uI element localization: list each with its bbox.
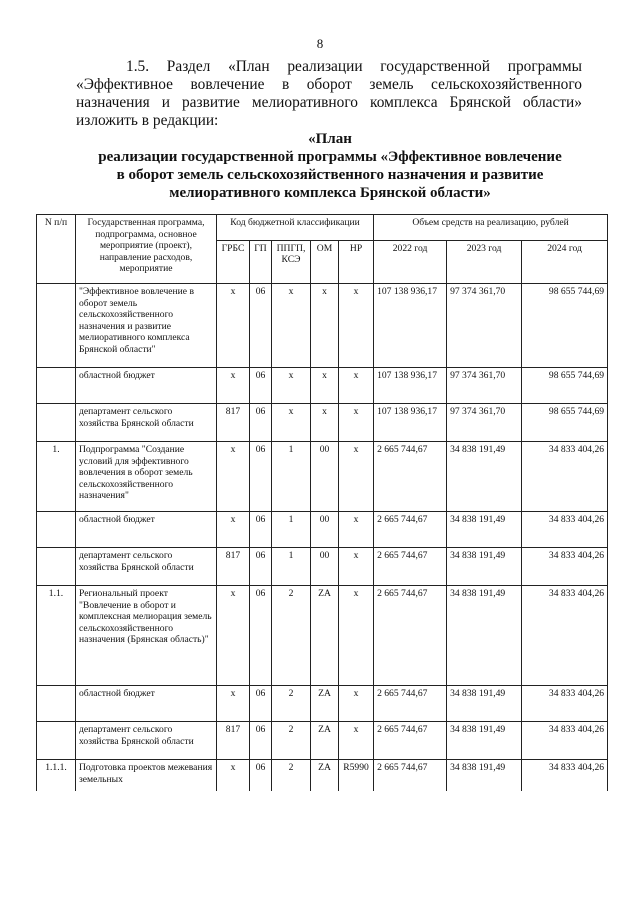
row-grbs: x xyxy=(217,368,250,404)
row-gp: 06 xyxy=(250,586,272,686)
row-2022: 2 665 744,67 xyxy=(374,512,447,548)
row-2024: 34 833 404,26 xyxy=(522,512,608,548)
row-2023: 97 374 361,70 xyxy=(447,284,522,368)
row-num xyxy=(37,404,76,442)
header-om: ОМ xyxy=(311,240,339,283)
row-2022: 2 665 744,67 xyxy=(374,686,447,722)
row-gp: 06 xyxy=(250,284,272,368)
row-num: 1. xyxy=(37,442,76,512)
row-gp: 06 xyxy=(250,512,272,548)
header-2023: 2023 год xyxy=(447,240,522,283)
table-header-row xyxy=(37,215,608,241)
row-gp: 06 xyxy=(250,548,272,586)
header-funds: Объем средств на реализацию, рублей xyxy=(374,215,608,241)
row-gp: 06 xyxy=(250,442,272,512)
header-np: НР xyxy=(339,240,374,283)
row-num xyxy=(37,722,76,760)
row-ppgp: 2 xyxy=(272,760,311,792)
row-ppgp: 1 xyxy=(272,548,311,586)
title-line: реализации государственной программы «Эффективное вовлечение xyxy=(98,149,562,165)
row-name: Подготовка проектов межевания земельных xyxy=(76,760,217,792)
row-2023: 34 838 191,49 xyxy=(447,548,522,586)
plan-title xyxy=(80,130,580,202)
row-ppgp: 1 xyxy=(272,442,311,512)
row-2023: 97 374 361,70 xyxy=(447,368,522,404)
row-np: x xyxy=(339,722,374,760)
row-om: ZA xyxy=(311,760,339,792)
header-name: Государственная программа, подпрограмма, основное мероприятие (проект), направление расходов, мероприятие xyxy=(76,215,217,284)
table-row xyxy=(37,284,608,368)
row-name: областной бюджет xyxy=(76,512,217,548)
row-np: x xyxy=(339,368,374,404)
row-grbs: x xyxy=(217,686,250,722)
row-2022: 2 665 744,67 xyxy=(374,586,447,686)
table-row xyxy=(37,760,608,792)
header-2024: 2024 год xyxy=(522,240,608,283)
row-2024: 34 833 404,26 xyxy=(522,722,608,760)
row-om: x xyxy=(311,368,339,404)
row-grbs: x xyxy=(217,284,250,368)
row-gp: 06 xyxy=(250,368,272,404)
title-line: мелиоративного комплекса Брянской области» xyxy=(169,185,491,201)
row-2023: 34 838 191,49 xyxy=(447,586,522,686)
intro-line: 1.5. Раздел «План реализации государственной программы xyxy=(126,58,582,75)
page-number: 8 xyxy=(316,36,324,51)
row-grbs: x xyxy=(217,442,250,512)
row-om: 00 xyxy=(311,548,339,586)
row-np: R5990 xyxy=(339,760,374,792)
row-2022: 107 138 936,17 xyxy=(374,284,447,368)
row-om: ZA xyxy=(311,686,339,722)
row-om: x xyxy=(311,404,339,442)
row-om: ZA xyxy=(311,722,339,760)
row-gp: 06 xyxy=(250,686,272,722)
header-grbs: ГРБС xyxy=(217,240,250,283)
row-name: департамент сельского хозяйства Брянской области xyxy=(76,548,217,586)
row-grbs: x xyxy=(217,586,250,686)
row-om: 00 xyxy=(311,512,339,548)
row-2023: 34 838 191,49 xyxy=(447,760,522,792)
row-gp: 06 xyxy=(250,404,272,442)
row-name: областной бюджет xyxy=(76,686,217,722)
row-om: x xyxy=(311,284,339,368)
row-2023: 34 838 191,49 xyxy=(447,722,522,760)
header-gp: ГП xyxy=(250,240,272,283)
row-name: "Эффективное вовлечение в оборот земель сельскохозяйственного назначения и развитие мелиоративного комплекса Брянской области" xyxy=(76,284,217,368)
table-row xyxy=(37,368,608,404)
row-2023: 34 838 191,49 xyxy=(447,512,522,548)
header-2022: 2022 год xyxy=(374,240,447,283)
row-2024: 34 833 404,26 xyxy=(522,586,608,686)
row-om: ZA xyxy=(311,586,339,686)
intro-paragraph xyxy=(76,58,582,130)
row-np: x xyxy=(339,404,374,442)
row-ppgp: 2 xyxy=(272,686,311,722)
row-name: департамент сельского хозяйства Брянской области xyxy=(76,722,217,760)
intro-line: изложить в редакции: xyxy=(76,112,219,129)
row-ppgp: x xyxy=(272,368,311,404)
row-num: 1.1.1. xyxy=(37,760,76,792)
header-num: N п/п xyxy=(37,215,76,284)
row-2024: 98 655 744,69 xyxy=(522,284,608,368)
table-row xyxy=(37,404,608,442)
table-row xyxy=(37,548,608,586)
row-grbs: 817 xyxy=(217,722,250,760)
intro-line: назначения и развитие мелиоративного комплекса Брянской области» xyxy=(76,94,582,111)
table-row xyxy=(37,686,608,722)
row-om: 00 xyxy=(311,442,339,512)
row-num xyxy=(37,548,76,586)
row-num xyxy=(37,368,76,404)
row-2023: 34 838 191,49 xyxy=(447,686,522,722)
row-num xyxy=(37,512,76,548)
row-np: x xyxy=(339,512,374,548)
intro-line: «Эффективное вовлечение в оборот земель сельскохозяйственного xyxy=(76,76,582,93)
row-name: Подпрограмма "Создание условий для эффективного вовлечения в оборот земель сельскохозяйственного назначения" xyxy=(76,442,217,512)
row-2024: 34 833 404,26 xyxy=(522,686,608,722)
row-gp: 06 xyxy=(250,722,272,760)
row-grbs: 817 xyxy=(217,404,250,442)
row-grbs: x xyxy=(217,760,250,792)
row-name: Региональный проект "Вовлечение в оборот и комплексная мелиорация земель сельскохозяйственного назначения (Брянская область)" xyxy=(76,586,217,686)
table-row xyxy=(37,442,608,512)
row-grbs: x xyxy=(217,512,250,548)
row-num xyxy=(37,284,76,368)
table-row xyxy=(37,512,608,548)
table-row xyxy=(37,586,608,686)
row-num: 1.1. xyxy=(37,586,76,686)
title-line: «План xyxy=(308,131,352,147)
title-line: в оборот земель сельскохозяйственного назначения и развитие xyxy=(116,167,544,183)
header-kbk: Код бюджетной классификации xyxy=(217,215,374,241)
row-2022: 107 138 936,17 xyxy=(374,404,447,442)
row-ppgp: x xyxy=(272,284,311,368)
row-num xyxy=(37,686,76,722)
row-grbs: 817 xyxy=(217,548,250,586)
row-ppgp: 1 xyxy=(272,512,311,548)
row-np: x xyxy=(339,686,374,722)
row-2023: 97 374 361,70 xyxy=(447,404,522,442)
row-2022: 107 138 936,17 xyxy=(374,368,447,404)
row-gp: 06 xyxy=(250,760,272,792)
row-2024: 34 833 404,26 xyxy=(522,548,608,586)
row-2022: 2 665 744,67 xyxy=(374,722,447,760)
row-np: x xyxy=(339,442,374,512)
row-2023: 34 838 191,49 xyxy=(447,442,522,512)
row-2022: 2 665 744,67 xyxy=(374,760,447,792)
row-np: x xyxy=(339,586,374,686)
row-2022: 2 665 744,67 xyxy=(374,442,447,512)
table-row xyxy=(37,722,608,760)
row-2024: 98 655 744,69 xyxy=(522,368,608,404)
row-2024: 34 833 404,26 xyxy=(522,442,608,512)
row-2024: 98 655 744,69 xyxy=(522,404,608,442)
plan-table xyxy=(36,214,608,791)
row-name: областной бюджет xyxy=(76,368,217,404)
row-ppgp: 2 xyxy=(272,722,311,760)
row-ppgp: x xyxy=(272,404,311,442)
row-np: x xyxy=(339,548,374,586)
row-np: x xyxy=(339,284,374,368)
row-2022: 2 665 744,67 xyxy=(374,548,447,586)
row-name: департамент сельского хозяйства Брянской области xyxy=(76,404,217,442)
header-ppgp: ППГП, КСЭ xyxy=(272,240,311,283)
row-2024: 34 833 404,26 xyxy=(522,760,608,792)
row-ppgp: 2 xyxy=(272,586,311,686)
